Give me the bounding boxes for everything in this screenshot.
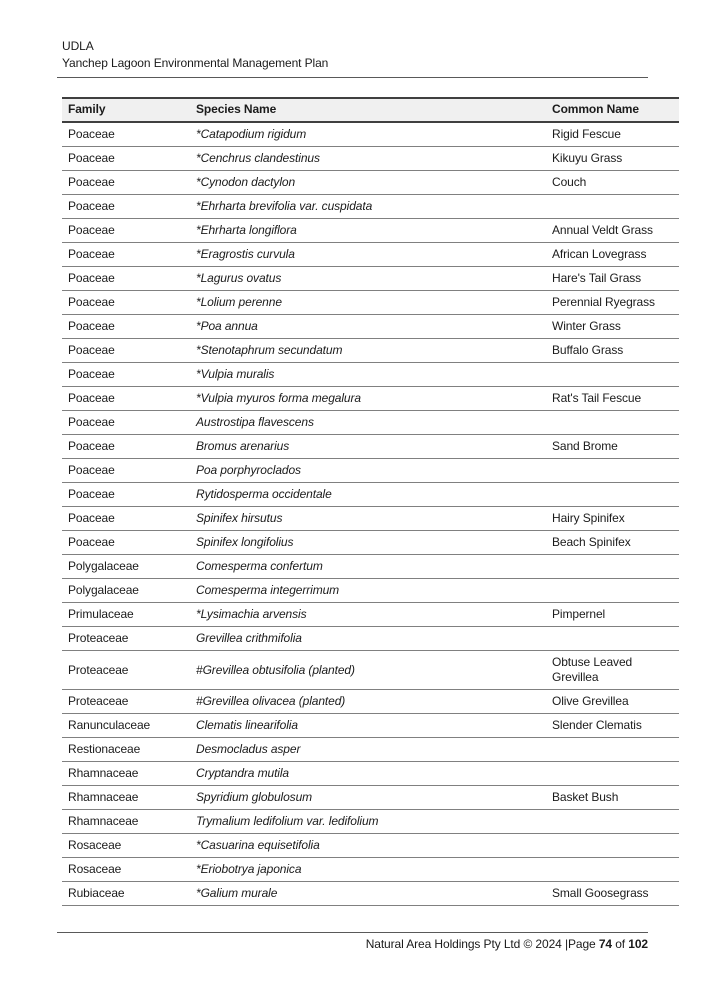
table-row [62,483,679,507]
family-cell: Rhamnaceae [62,810,190,834]
species-cell: *Lolium perenne [190,291,546,315]
family-cell: Poaceae [62,363,190,387]
family-cell: Poaceae [62,387,190,411]
family-cell: Poaceae [62,147,190,171]
species-cell: Cryptandra mutila [190,762,546,786]
table-row [62,219,679,243]
common-cell: Couch [546,171,679,195]
species-cell: Grevillea crithmifolia [190,627,546,651]
common-cell [546,579,679,603]
common-cell: Basket Bush [546,786,679,810]
footer-text [57,936,648,953]
table-row [62,122,679,147]
common-cell: Pimpernel [546,603,679,627]
common-cell: Small Goosegrass [546,882,679,906]
table-row [62,882,679,906]
table-row [62,459,679,483]
family-cell: Proteaceae [62,627,190,651]
table-row [62,435,679,459]
species-cell: Clematis linearifolia [190,714,546,738]
common-cell [546,555,679,579]
species-cell: #Grevillea obtusifolia (planted) [190,651,546,690]
species-cell: Bromus arenarius [190,435,546,459]
family-cell: Rosaceae [62,834,190,858]
common-cell: Hare's Tail Grass [546,267,679,291]
species-cell: #Grevillea olivacea (planted) [190,690,546,714]
common-cell: African Lovegrass [546,243,679,267]
table-row [62,507,679,531]
species-cell: *Ehrharta brevifolia var. cuspidata [190,195,546,219]
table-row [62,810,679,834]
family-cell: Proteaceae [62,690,190,714]
common-cell: Olive Grevillea [546,690,679,714]
table-row [62,411,679,435]
common-cell: Slender Clematis [546,714,679,738]
footer-of: of [611,937,629,951]
family-cell: Poaceae [62,315,190,339]
common-cell: Sand Brome [546,435,679,459]
common-cell [546,810,679,834]
total-pages: 102 [628,937,648,951]
common-cell: Buffalo Grass [546,339,679,363]
common-cell: Perennial Ryegrass [546,291,679,315]
species-cell: Rytidosperma occidentale [190,483,546,507]
species-cell: *Vulpia myuros forma megalura [190,387,546,411]
table-row [62,171,679,195]
family-cell: Polygalaceae [62,579,190,603]
family-cell: Poaceae [62,267,190,291]
column-header-common: Common Name [546,98,679,122]
common-cell: Kikuyu Grass [546,147,679,171]
species-cell: Spyridium globulosum [190,786,546,810]
table-row [62,714,679,738]
family-cell: Rhamnaceae [62,762,190,786]
family-cell: Rhamnaceae [62,786,190,810]
org-name: UDLA [62,39,94,53]
species-cell: Spinifex longifolius [190,531,546,555]
species-cell: *Casuarina equisetifolia [190,834,546,858]
common-cell: Rat's Tail Fescue [546,387,679,411]
species-cell: *Ehrharta longiflora [190,219,546,243]
family-cell: Restionaceae [62,738,190,762]
table-row [62,786,679,810]
family-cell: Poaceae [62,219,190,243]
table-row [62,195,679,219]
table-row [62,291,679,315]
table-row [62,555,679,579]
species-cell: *Eriobotrya japonica [190,858,546,882]
species-cell: *Cenchrus clandestinus [190,147,546,171]
common-cell: Winter Grass [546,315,679,339]
table-row [62,339,679,363]
column-header-family: Family [62,98,190,122]
family-cell: Rubiaceae [62,882,190,906]
footer-rule [57,932,648,933]
table-row [62,651,679,690]
common-cell [546,459,679,483]
family-cell: Poaceae [62,291,190,315]
header-rule [57,77,648,78]
common-cell: Hairy Spinifex [546,507,679,531]
table-row [62,267,679,291]
document-title: Yanchep Lagoon Environmental Management Plan [62,56,329,70]
common-cell: Obtuse Leaved Grevillea [546,651,679,690]
table-row [62,690,679,714]
species-table [62,97,679,906]
family-cell: Poaceae [62,195,190,219]
family-cell: Poaceae [62,411,190,435]
table-row [62,531,679,555]
common-cell: Annual Veldt Grass [546,219,679,243]
species-cell: *Galium murale [190,882,546,906]
page-header [57,38,648,78]
table-row [62,387,679,411]
species-cell: *Lysimachia arvensis [190,603,546,627]
species-cell: *Stenotaphrum secundatum [190,339,546,363]
species-cell: *Cynodon dactylon [190,171,546,195]
table-row [62,315,679,339]
table-row [62,858,679,882]
species-cell: Comesperma confertum [190,555,546,579]
family-cell: Rosaceae [62,858,190,882]
page-footer [57,932,648,953]
family-cell: Proteaceae [62,651,190,690]
species-cell: Poa porphyroclados [190,459,546,483]
common-cell [546,195,679,219]
common-cell [546,411,679,435]
table-row [62,738,679,762]
page-number: 74 [598,937,612,951]
table-header-row [62,98,679,122]
species-cell: *Lagurus ovatus [190,267,546,291]
family-cell: Poaceae [62,243,190,267]
table-row [62,579,679,603]
species-cell: Comesperma integerrimum [190,579,546,603]
family-cell: Poaceae [62,339,190,363]
species-cell: *Eragrostis curvula [190,243,546,267]
common-cell [546,858,679,882]
species-table-body [62,122,679,906]
family-cell: Poaceae [62,483,190,507]
family-cell: Polygalaceae [62,555,190,579]
species-cell: Desmocladus asper [190,738,546,762]
species-cell: *Poa annua [190,315,546,339]
common-cell [546,363,679,387]
common-cell [546,762,679,786]
family-cell: Poaceae [62,122,190,147]
species-cell: Trymalium ledifolium var. ledifolium [190,810,546,834]
common-cell [546,627,679,651]
common-cell [546,738,679,762]
table-row [62,627,679,651]
table-row [62,603,679,627]
family-cell: Poaceae [62,507,190,531]
common-cell [546,483,679,507]
table-row [62,147,679,171]
species-cell: Austrostipa flavescens [190,411,546,435]
species-cell: *Vulpia muralis [190,363,546,387]
common-cell: Beach Spinifex [546,531,679,555]
common-cell: Rigid Fescue [546,122,679,147]
table-row [62,762,679,786]
column-header-species: Species Name [190,98,546,122]
family-cell: Poaceae [62,171,190,195]
species-cell: *Catapodium rigidum [190,122,546,147]
table-row [62,834,679,858]
species-cell: Spinifex hirsutus [190,507,546,531]
footer-prefix: Natural Area Holdings Pty Ltd © 2024 |Page [365,937,599,951]
table-row [62,363,679,387]
family-cell: Poaceae [62,459,190,483]
family-cell: Ranunculaceae [62,714,190,738]
common-cell [546,834,679,858]
table-row [62,243,679,267]
family-cell: Primulaceae [62,603,190,627]
family-cell: Poaceae [62,531,190,555]
family-cell: Poaceae [62,435,190,459]
